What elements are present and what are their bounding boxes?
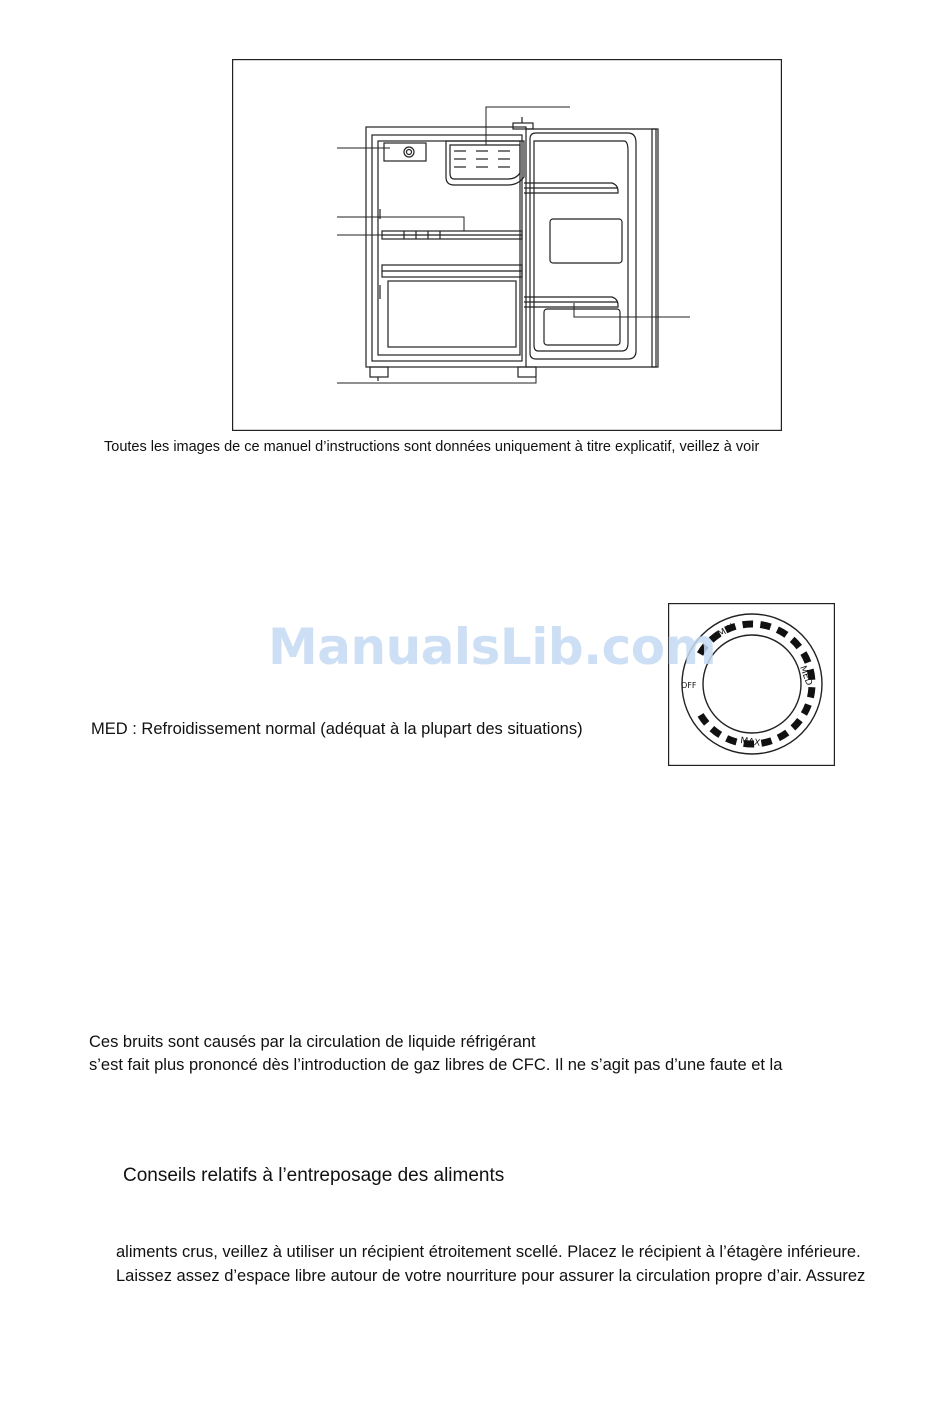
- dial-inner-ring: [703, 635, 801, 733]
- dial-label-min: MIN: [716, 622, 737, 640]
- noise-text-line-2: s’est fait plus prononcé dès l’introduction de gaz libres de CFC. Il ne s’agit pas d’une faute et la: [89, 1056, 783, 1074]
- storage-heading: Conseils relatifs à l’entreposage des aliments: [123, 1165, 505, 1186]
- dial-tick: [793, 720, 800, 728]
- dial-tick: [712, 729, 720, 735]
- dial-tick: [804, 705, 808, 714]
- dial-tick: [792, 639, 799, 647]
- figure-caption: Toutes les images de ce manuel d’instructions sont données uniquement à titre explicatif, veillez à voir: [104, 439, 760, 455]
- dial-label-max: MAX: [739, 736, 761, 749]
- noise-text-line-1: Ces bruits sont causés par la circulation de liquide réfrigérant: [89, 1033, 536, 1051]
- foot-left: [370, 367, 388, 377]
- dial-tick-marks: [700, 624, 812, 744]
- dial-tick: [803, 653, 808, 662]
- dial-tick: [761, 741, 771, 744]
- dial-tick: [810, 687, 811, 697]
- dial-tick: [778, 733, 787, 738]
- dial-tick: [743, 624, 753, 625]
- fridge-diagram: [232, 59, 782, 431]
- foot-right: [518, 367, 536, 377]
- watermark: ManualsLib.com: [268, 618, 717, 676]
- figure-frame: [233, 60, 782, 431]
- dial-label-med: MED: [797, 664, 814, 688]
- dial-tick: [777, 630, 786, 635]
- dial-tick: [727, 738, 737, 742]
- thermostat-med-description: MED : Refroidissement normal (adéquat à la plupart des situations): [91, 720, 583, 738]
- thermostat-box: [384, 143, 426, 161]
- storage-text-line-2: Laissez assez d’espace libre autour de votre nourriture pour assurer la circulation propre d’air. Assurez: [116, 1267, 866, 1285]
- dial-label-off: OFF: [681, 681, 697, 690]
- dial-tick: [760, 625, 770, 627]
- storage-text-line-1: aliments crus, veillez à utiliser un récipient étroitement scellé. Placez le récipient à l’étagère inférieure.: [116, 1243, 861, 1261]
- dial-tick: [701, 715, 707, 723]
- lower-bin: [388, 281, 516, 347]
